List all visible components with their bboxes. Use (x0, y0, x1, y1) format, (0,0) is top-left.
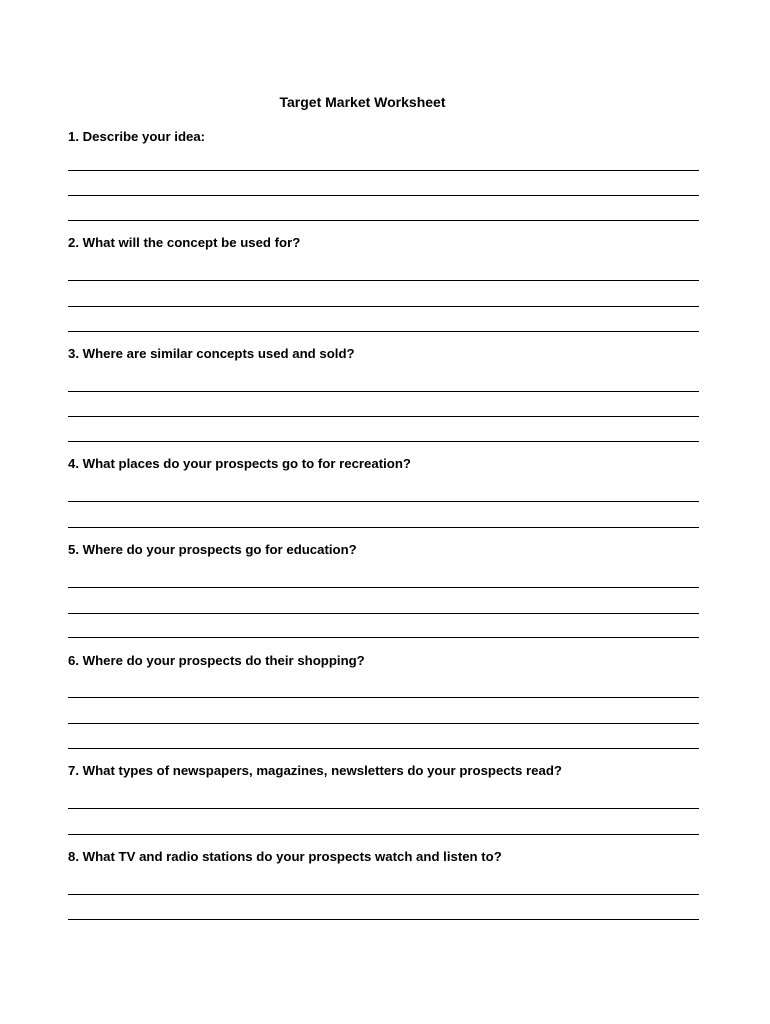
answer-line[interactable] (68, 748, 699, 749)
answer-line[interactable] (68, 894, 699, 895)
answer-line[interactable] (68, 613, 699, 614)
answer-line[interactable] (68, 919, 699, 920)
question-1: 1. Describe your idea: (68, 129, 206, 144)
answer-line[interactable] (68, 170, 699, 171)
answer-line[interactable] (68, 723, 699, 724)
answer-line[interactable] (68, 501, 699, 502)
question-6: 6. Where do your prospects do their shopping? (68, 653, 365, 668)
answer-line[interactable] (68, 808, 699, 809)
answer-line[interactable] (68, 834, 699, 835)
answer-line[interactable] (68, 527, 699, 528)
question-2: 2. What will the concept be used for? (68, 235, 301, 250)
question-8: 8. What TV and radio stations do your prospects watch and listen to? (68, 849, 502, 864)
answer-line[interactable] (68, 697, 699, 698)
question-4: 4. What places do your prospects go to for recreation? (68, 456, 411, 471)
answer-line[interactable] (68, 416, 699, 417)
question-5: 5. Where do your prospects go for education? (68, 542, 357, 557)
answer-line[interactable] (68, 637, 699, 638)
answer-line[interactable] (68, 306, 699, 307)
answer-line[interactable] (68, 441, 699, 442)
question-7: 7. What types of newspapers, magazines, newsletters do your prospects read? (68, 763, 562, 778)
answer-line[interactable] (68, 220, 699, 221)
answer-line[interactable] (68, 280, 699, 281)
page-title: Target Market Worksheet (279, 94, 446, 110)
answer-line[interactable] (68, 331, 699, 332)
answer-line[interactable] (68, 587, 699, 588)
answer-line[interactable] (68, 391, 699, 392)
question-3: 3. Where are similar concepts used and sold? (68, 346, 355, 361)
answer-line[interactable] (68, 195, 699, 196)
